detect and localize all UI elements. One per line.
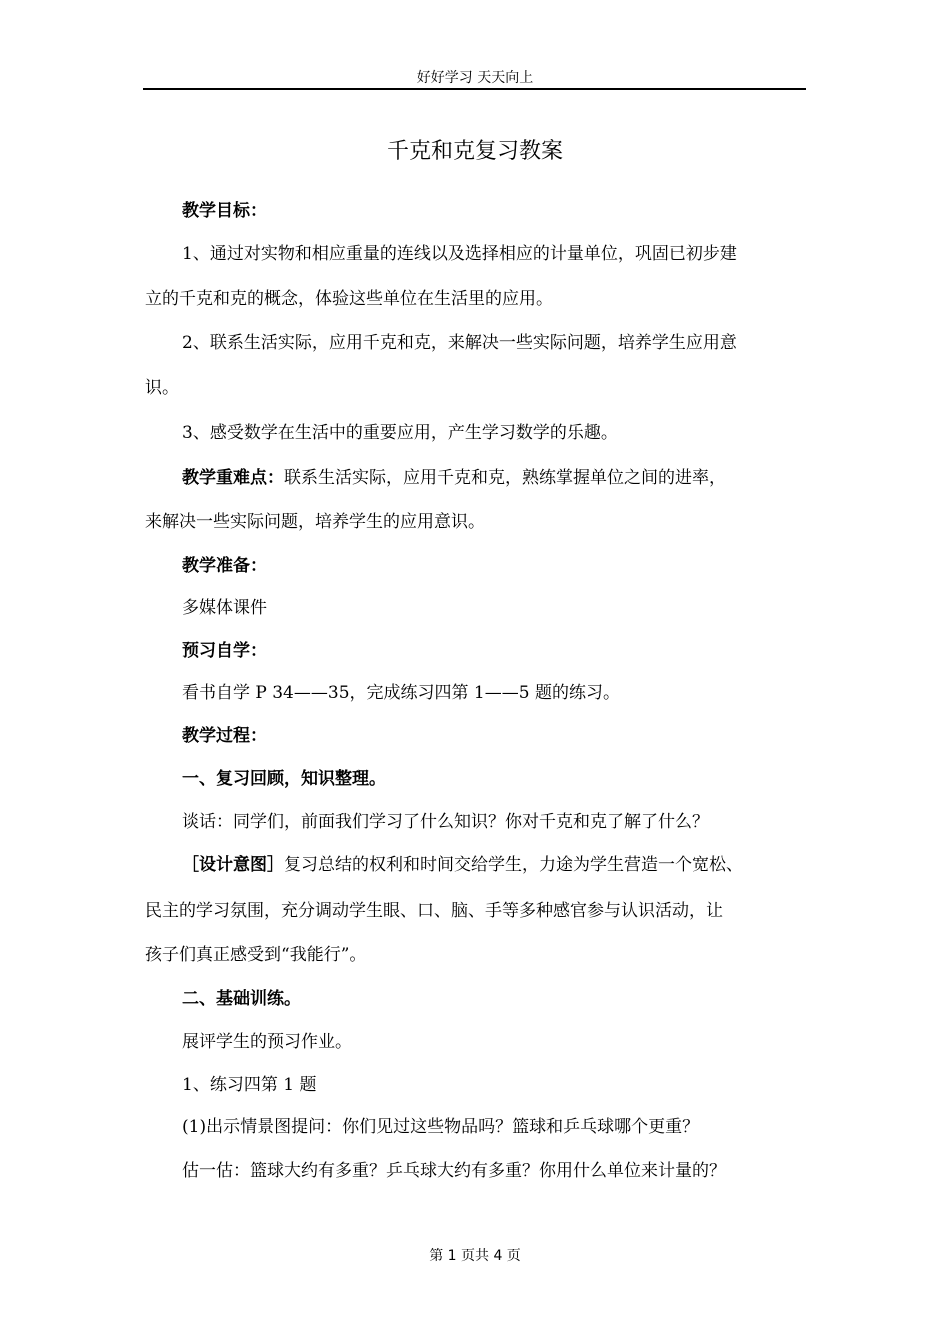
heading-section-2: 二、基础训练。 [182,989,301,1009]
paragraph-line: 估一估：篮球大约有多重？乒乓球大约有多重？你用什么单位来计量的？ [182,1161,726,1181]
paragraph-line: 展评学生的预习作业。 [182,1032,352,1052]
design-intent-line [182,853,847,877]
paragraph-line: 1、通过对实物和相应重量的连线以及选择相应的计量单位，巩固已初步建 [182,244,737,264]
page-footer: 第 1 页共 4 页 [429,1248,521,1264]
heading-preparation: 教学准备： [182,556,267,576]
heading-objectives: 教学目标： [182,201,267,221]
design-intent-text: 复习总结的权利和时间交给学生，力途为学生营造一个宽松、 [284,855,743,875]
paragraph-line: 立的千克和克的概念，体验这些单位在生活里的应用。 [145,289,553,309]
design-intent-label: ［设计意图］ [182,855,284,875]
heading-key-points: 教学重难点： [182,468,284,488]
paragraph-line: 看书自学 P 34——35，完成练习四第 1——5 题的练习。 [182,683,620,703]
header-rule [143,88,806,90]
heading-process: 教学过程： [182,726,267,746]
header-text: 好好学习 天天向上 [416,70,534,86]
paragraph-line: 3、感受数学在生活中的重要应用，产生学习数学的乐趣。 [182,423,618,443]
paragraph-line: 谈话：同学们，前面我们学习了什么知识？你对千克和克了解了什么？ [182,812,709,832]
document-title: 千克和克复习教案 [386,139,563,164]
heading-preview: 预习自学： [182,641,267,661]
paragraph-line: 民主的学习氛围，充分调动学生眼、口、脑、手等多种感官参与认识活动，让 [145,901,723,921]
paragraph-line: 来解决一些实际问题，培养学生的应用意识。 [145,512,485,532]
paragraph-line: 识。 [145,378,179,398]
paragraph-line: (1)出示情景图提问：你们见过这些物品吗？篮球和乒乓球哪个更重？ [182,1117,700,1137]
paragraph-line: 孩子们真正感受到“我能行”。 [145,945,367,965]
key-points-text: 联系生活实际，应用千克和克，熟练掌握单位之间的进率， [284,468,726,488]
key-points-line [182,466,847,490]
paragraph-line: 1、练习四第 1 题 [182,1075,317,1095]
paragraph-line: 2、联系生活实际，应用千克和克，来解决一些实际问题，培养学生应用意 [182,333,737,353]
heading-section-1: 一、复习回顾，知识整理。 [182,769,386,789]
paragraph-line: 多媒体课件 [182,598,267,618]
